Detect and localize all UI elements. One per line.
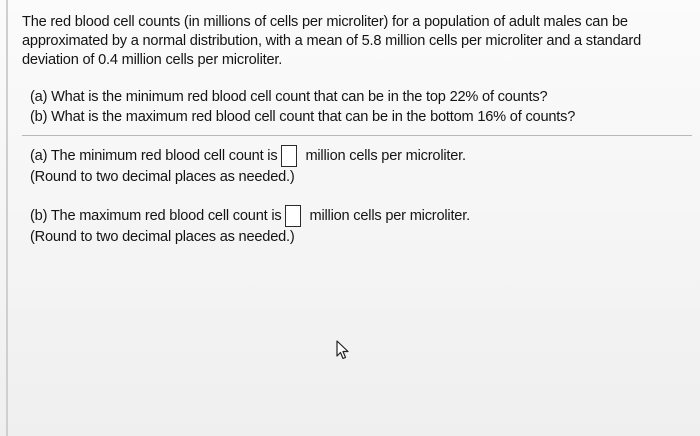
question-a: (a) What is the minimum red blood cell count that can be in the top 22% of counts?	[30, 89, 548, 105]
left-border	[6, 0, 8, 436]
question-b: (b) What is the maximum red blood cell count that can be in the bottom 16% of counts?	[30, 109, 576, 125]
answer-a-line	[30, 145, 670, 167]
question-list	[30, 87, 690, 127]
answer-a-block	[30, 145, 670, 187]
answer-b-suffix: million cells per microliter.	[309, 208, 470, 224]
answer-b-note: (Round to two decimal places as needed.)	[30, 229, 295, 245]
answer-b-block	[30, 205, 670, 247]
answer-b-prefix: (b) The maximum red blood cell count is	[30, 208, 282, 224]
answer-a-input[interactable]	[281, 145, 297, 167]
answer-a-prefix: (a) The minimum red blood cell count is	[30, 148, 278, 164]
section-divider	[22, 135, 692, 136]
mouse-pointer-icon	[336, 340, 350, 360]
answer-a-suffix: million cells per microliter.	[305, 148, 466, 164]
problem-intro: The red blood cell counts (in millions of cells per microliter) for a population of adult males can be approximated by a normal distribution, with a mean of 5.8 million cells per microliter and a standard deviation of 0.4 million cells per microliter.	[22, 14, 641, 68]
answer-b-input[interactable]	[285, 205, 301, 227]
answer-b-line	[30, 205, 670, 227]
answer-a-note: (Round to two decimal places as needed.)	[30, 169, 295, 185]
